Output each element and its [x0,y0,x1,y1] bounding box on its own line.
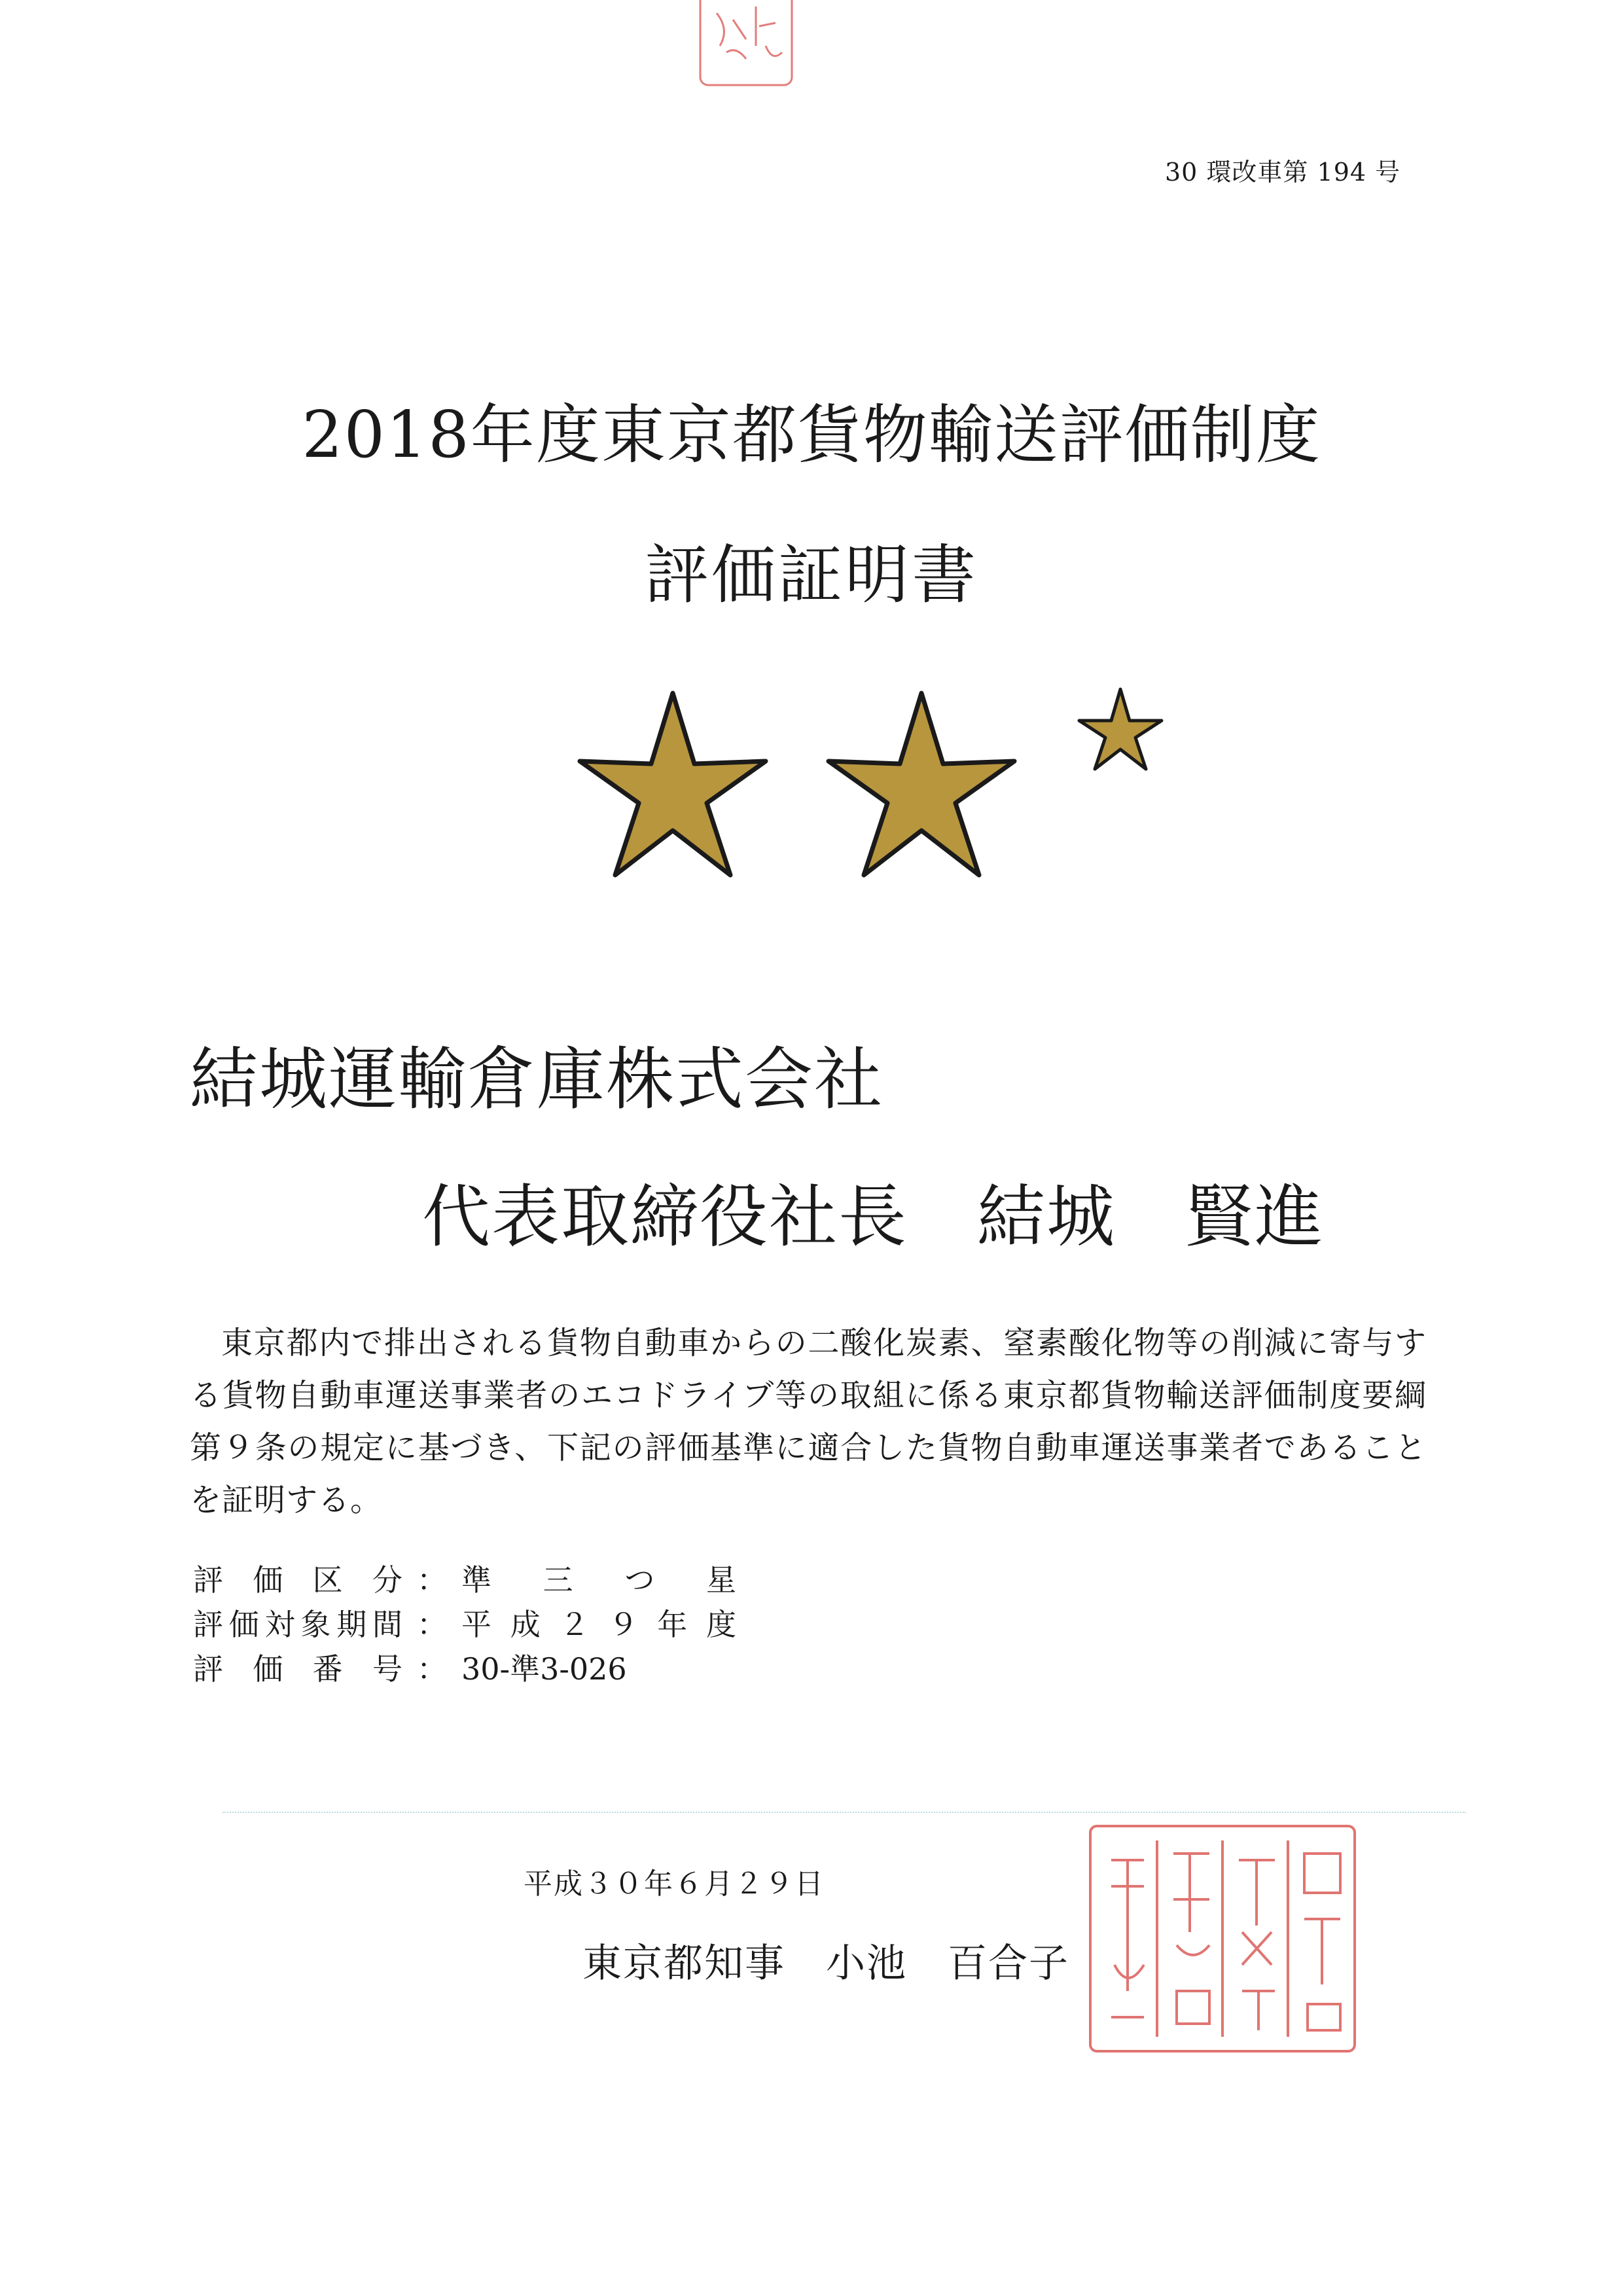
detail-separator: ： [417,1562,447,1598]
company-name: 結城運輸倉庫株式会社 [190,1039,884,1119]
detail-row [193,1556,736,1600]
detail-value: 平成２９年度 [461,1607,736,1642]
divider [223,1812,1466,1813]
certificate-subtitle: 評価証明書 [644,538,978,613]
detail-row [193,1645,627,1689]
certificate-title: 2018年度東京都貨物輸送評価制度 [302,398,1321,473]
star-icon [580,693,766,875]
document-number: 30 環改車第 194 号 [1165,158,1401,187]
detail-label: 評価番号 [193,1651,402,1687]
star-rating [563,684,1178,900]
issuer-name: 東京都知事 小池 百合子 [582,1941,1069,1986]
detail-label: 評価対象期間 [193,1607,402,1642]
detail-separator: ： [417,1651,447,1687]
official-seal-stamp [1085,1821,1360,2056]
certification-statement: 東京都内で排出される貨物自動車からの二酸化炭素、窒素酸化物等の削減に寄与する貨物自動車運送事業者のエコドライブ等の取組に係る東京都貨物輸送評価制度要綱第９条の規定に基づき、下記の評価基準に適合した貨物自動車運送事業者であることを証明する。 [190,1325,1427,1518]
small-star-icon [1079,689,1162,769]
representative-name: 代表取締役社長 結城 賢進 [422,1177,1325,1257]
detail-label: 評価区分 [193,1562,402,1598]
partial-seal-stamp [681,0,812,105]
issue-date: 平成３０年６月２９日 [524,1867,825,1901]
star-icon [829,693,1014,875]
detail-value: 30-準3-026 [461,1651,627,1687]
detail-separator: ： [417,1607,447,1642]
detail-row [193,1601,736,1644]
detail-value: 準三つ星 [461,1562,736,1598]
